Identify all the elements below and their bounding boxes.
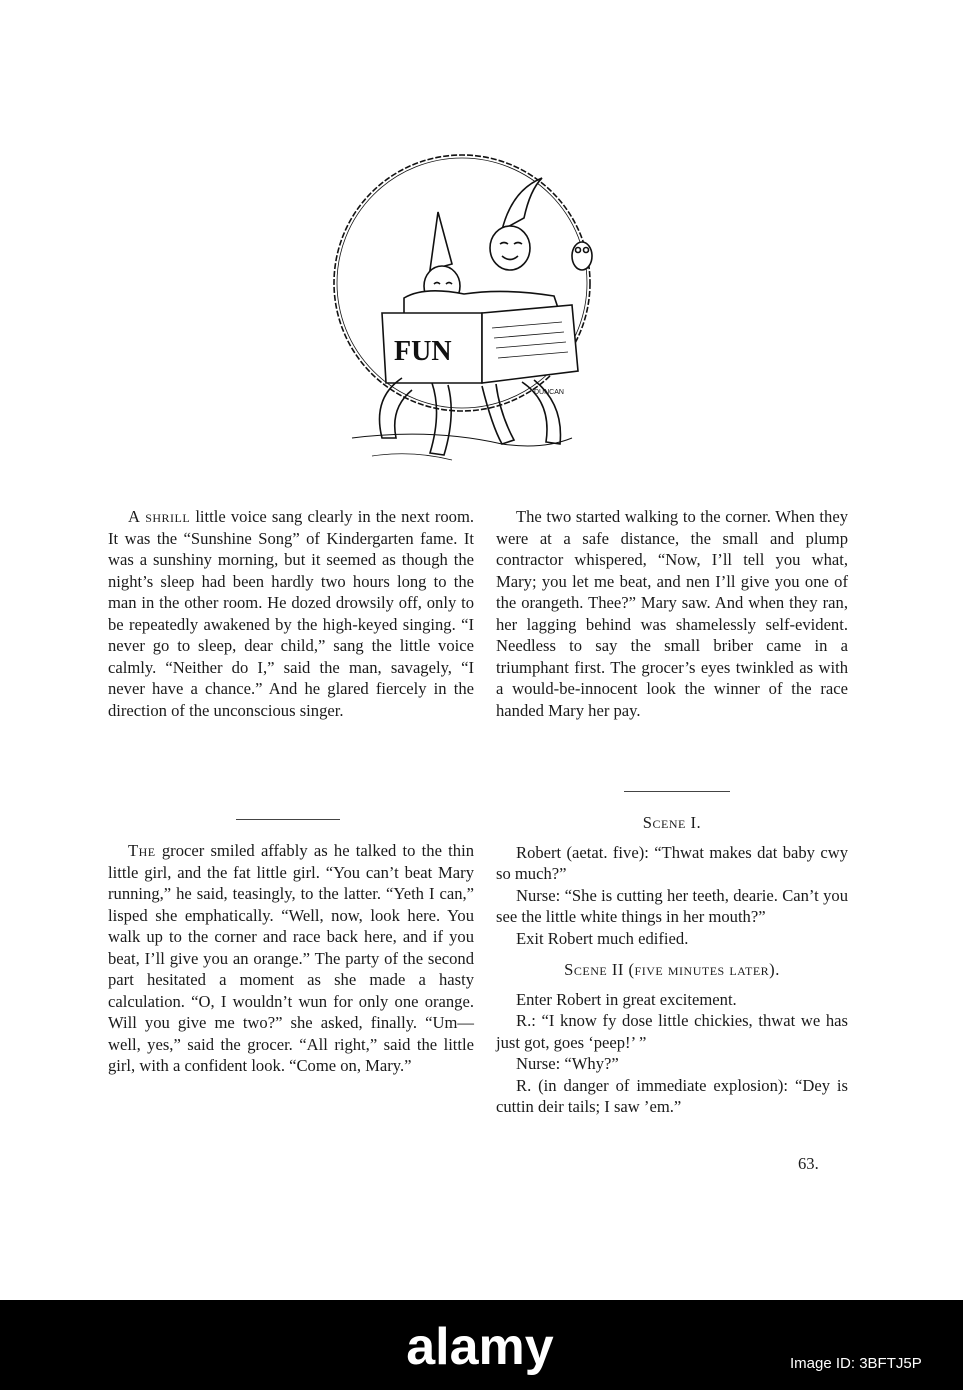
section-divider-left — [236, 819, 340, 820]
scene-2-line-1: Enter Robert in great excitement. — [516, 989, 737, 1009]
svg-text:alamy: alamy — [406, 1318, 554, 1376]
scenes-block — [496, 802, 848, 1118]
story-2-text: grocer smiled affably as he talked to the thin little girl, and the fat little girl. “You can’t beat Mary running,” he said, teasingly, to the latter. “Yeth I can,” lisped she emphatically. “Well, now, look here. You walk up to the corner and race back here, and if you beat, I’ll give you an orange.” The party of the second part hesitated a moment as she made a hasty calculation. “O, I wouldn’t wun for only one orange. Will you give me two?” she asked, finally. “Um—well, yes,” said the grocer. “All right,” said the little girl, with a confident look. “Come on, Mary.” — [108, 841, 474, 1075]
scene-1-line-1: Robert (aetat. five): “Thwat makes dat baby cwy so much?” — [496, 842, 848, 883]
alamy-logo — [300, 1314, 660, 1378]
scene-1-line-2: Nurse: “She is cutting her teeth, dearie. Can’t you see the little white things in her mouth?” — [496, 885, 848, 926]
left-column-story-2 — [108, 840, 474, 1077]
artist-signature: DUNCAN — [534, 389, 564, 396]
owl — [572, 242, 592, 270]
watermark-bar — [0, 1300, 963, 1390]
jester-illustration — [312, 138, 612, 498]
story-1-paragraph — [108, 506, 474, 721]
scene-2-line-3: Nurse: “Why?” — [516, 1054, 619, 1073]
page-number: 63. — [798, 1154, 819, 1173]
scene-2-line-4: R. (in danger of immediate explosion): “Dey is cuttin deir tails; I saw ’em.” — [496, 1075, 848, 1116]
fun-banner-text: FUN — [394, 336, 452, 367]
scene-2-line-2: R.: “I know fy dose little chickies, thwat we has just got, goes ‘peep!’ ” — [496, 1011, 848, 1052]
scene-1-line-3: Exit Robert much edified. — [516, 928, 689, 948]
story-2-continued: The two started walking to the corner. When they were at a safe distance, the small and plump contractor whispered, “Now, I’ll tell you what, Mary; you let me beat, and nen I’ll give you one of the orangeth. Thee?” Mary saw. And when they ran, her lagging behind was shamelessly self-evident. Needless to say the small briber came in a triumphant first. The grocer’s eyes twinkled as with a would-be-innocent look the winner of the race handed Mary her pay. — [496, 507, 848, 720]
right-column — [496, 506, 848, 721]
story-2-paragraph — [108, 840, 474, 1077]
story-1-lead: A shrill — [128, 507, 191, 526]
section-divider-right — [624, 791, 730, 792]
scene-1-heading: Scene I. — [642, 813, 702, 832]
scene-2-heading: Scene II (five minutes later). — [564, 960, 780, 979]
story-2-lead: The — [128, 841, 156, 860]
image-id-label: Image ID: 3BFTJ5P — [790, 1355, 922, 1372]
jester-right — [502, 178, 542, 230]
left-column — [108, 506, 474, 721]
story-1-text: little voice sang clearly in the next room. It was the “Sunshine Song” of Kindergarten fame. It was a sunshiny morning, but it seemed as though the night’s sleep had been hardly two hours long to the man in the other room. He dozed drowsily off, only to be repeatedly awakened by the high-keyed singing. “I never go to sleep, dear child,” sang the little voice calmly. “Neither do I,” said the man, savagely, “I never have a chance.” And he glared fiercely in the direction of the unconscious singer. — [108, 507, 474, 720]
jester-left — [430, 212, 452, 270]
